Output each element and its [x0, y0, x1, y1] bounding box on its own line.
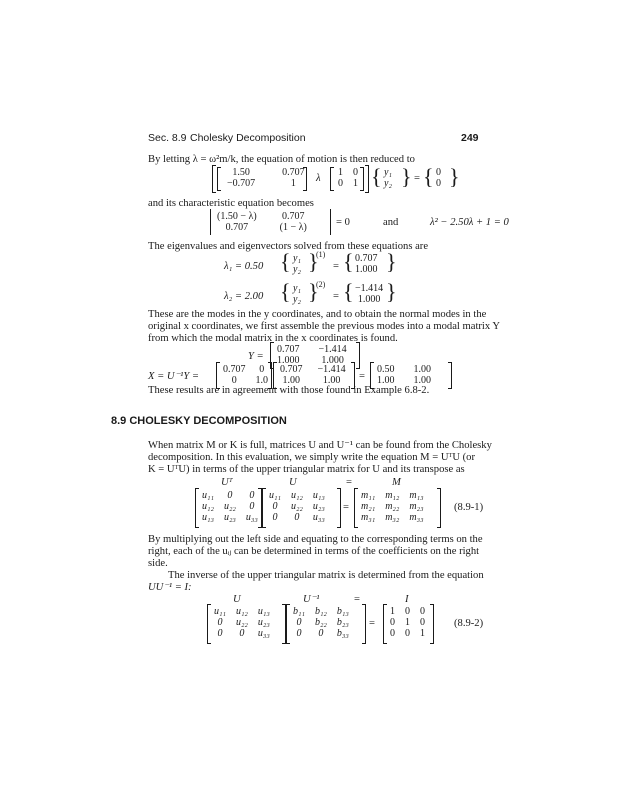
running-title: Cholesky Decomposition	[190, 132, 306, 144]
section-ref: Sec. 8.9	[148, 132, 187, 144]
matrix-u-inverse: 0.707 0 0 1.0	[223, 364, 268, 386]
equation-number: (8.9-1)	[454, 502, 484, 513]
paragraph-modes-1: These are the modes in the y coordinates, and to obtain the normal modes in the	[148, 309, 487, 320]
equation-number-2: (8.9-2)	[454, 618, 484, 629]
matrix-a: 1.50 0.707 −0.707 1	[227, 167, 305, 189]
paragraph-inverse-2: UU⁻¹ = I:	[148, 582, 192, 593]
paragraph-intro: By letting λ = ω²m/k, the equation of motion is then reduced to	[148, 154, 415, 165]
paragraph-cholesky-2: decomposition. In this evaluation, we simply write the equation M = UᵀU (or	[148, 452, 475, 463]
characteristic-polynomial: λ² − 2.50λ + 1 = 0	[430, 217, 509, 228]
paragraph-cholesky-3: K = UᵀU) in terms of the upper triangular matrix for U and its transpose as	[148, 464, 465, 475]
paragraph-modes-3: from which the modal matrix in the x coordinates is found.	[148, 333, 398, 344]
paragraph-multiply-3: side.	[148, 558, 168, 569]
matrix-u-2: u₁₁ u₁₂ u₁₃ 0 u₂₂ u₂₃ 0 0 u₃₃	[214, 606, 270, 639]
matrix-y: 0.707 −1.414 1.000 1.000	[277, 344, 347, 366]
paragraph-characteristic: and its characteristic equation becomes	[148, 198, 314, 209]
paragraph-agreement: These results are in agreement with those found in Example 6.8-2.	[148, 385, 430, 396]
matrix-m: m₁₁ m₁₂ m₁₃ m₂₁ m₂₂ m₂₃ m₃₁ m₃₂ m₃₃	[361, 490, 424, 523]
page-number: 249	[461, 132, 479, 144]
paragraph-eigen: The eigenvalues and eigenvectors solved from these equations are	[148, 241, 429, 252]
paragraph-multiply-1: By multiplying out the left side and equating to the corresponding terms on the	[148, 534, 483, 545]
matrix-y-product: 0.707 −1.414 1.00 1.00	[280, 364, 346, 386]
section-heading: 8.9 CHOLESKY DECOMPOSITION	[111, 415, 287, 427]
matrix-u-inverse-b: b₁₁ b₁₂ b₁₃ 0 b₂₂ b₂₃ 0 0 b₃₃	[293, 606, 349, 639]
vector-zero: 0 0	[436, 167, 441, 189]
matrix-u: u₁₁ u₁₂ u₁₃ 0 u₂₂ u₂₃ 0 0 u₃₃	[269, 490, 325, 523]
paragraph-multiply-2: right, each of the uᵢⱼ can be determined in terms of the coefficients on the right	[148, 546, 480, 557]
determinant: (1.50 − λ) 0.707 0.707 (1 − λ)	[217, 211, 307, 233]
matrix-ut: u₁₁ 0 0 u₁₂ u₂₂ 0 u₁₃ u₂₃ u₃₃	[202, 490, 258, 523]
paragraph-modes-2: original x coordinates, we first assemble the previous modes into a modal matrix Y	[148, 321, 501, 332]
paragraph-cholesky-1: When matrix M or K is full, matrices U and U⁻¹ can be found from the Cholesky	[148, 440, 492, 451]
matrix-identity-3: 1 0 0 0 1 0 0 0 1	[390, 606, 425, 639]
matrix-x-result: 0.50 1.00 1.00 1.00	[377, 364, 431, 386]
vector-y: y₁ y₂	[384, 167, 392, 189]
lambda-symbol: λ	[316, 173, 321, 184]
paragraph-inverse-1: The inverse of the upper triangular matrix is determined from the equation	[168, 570, 484, 581]
matrix-identity: 1 0 0 1	[338, 167, 358, 189]
